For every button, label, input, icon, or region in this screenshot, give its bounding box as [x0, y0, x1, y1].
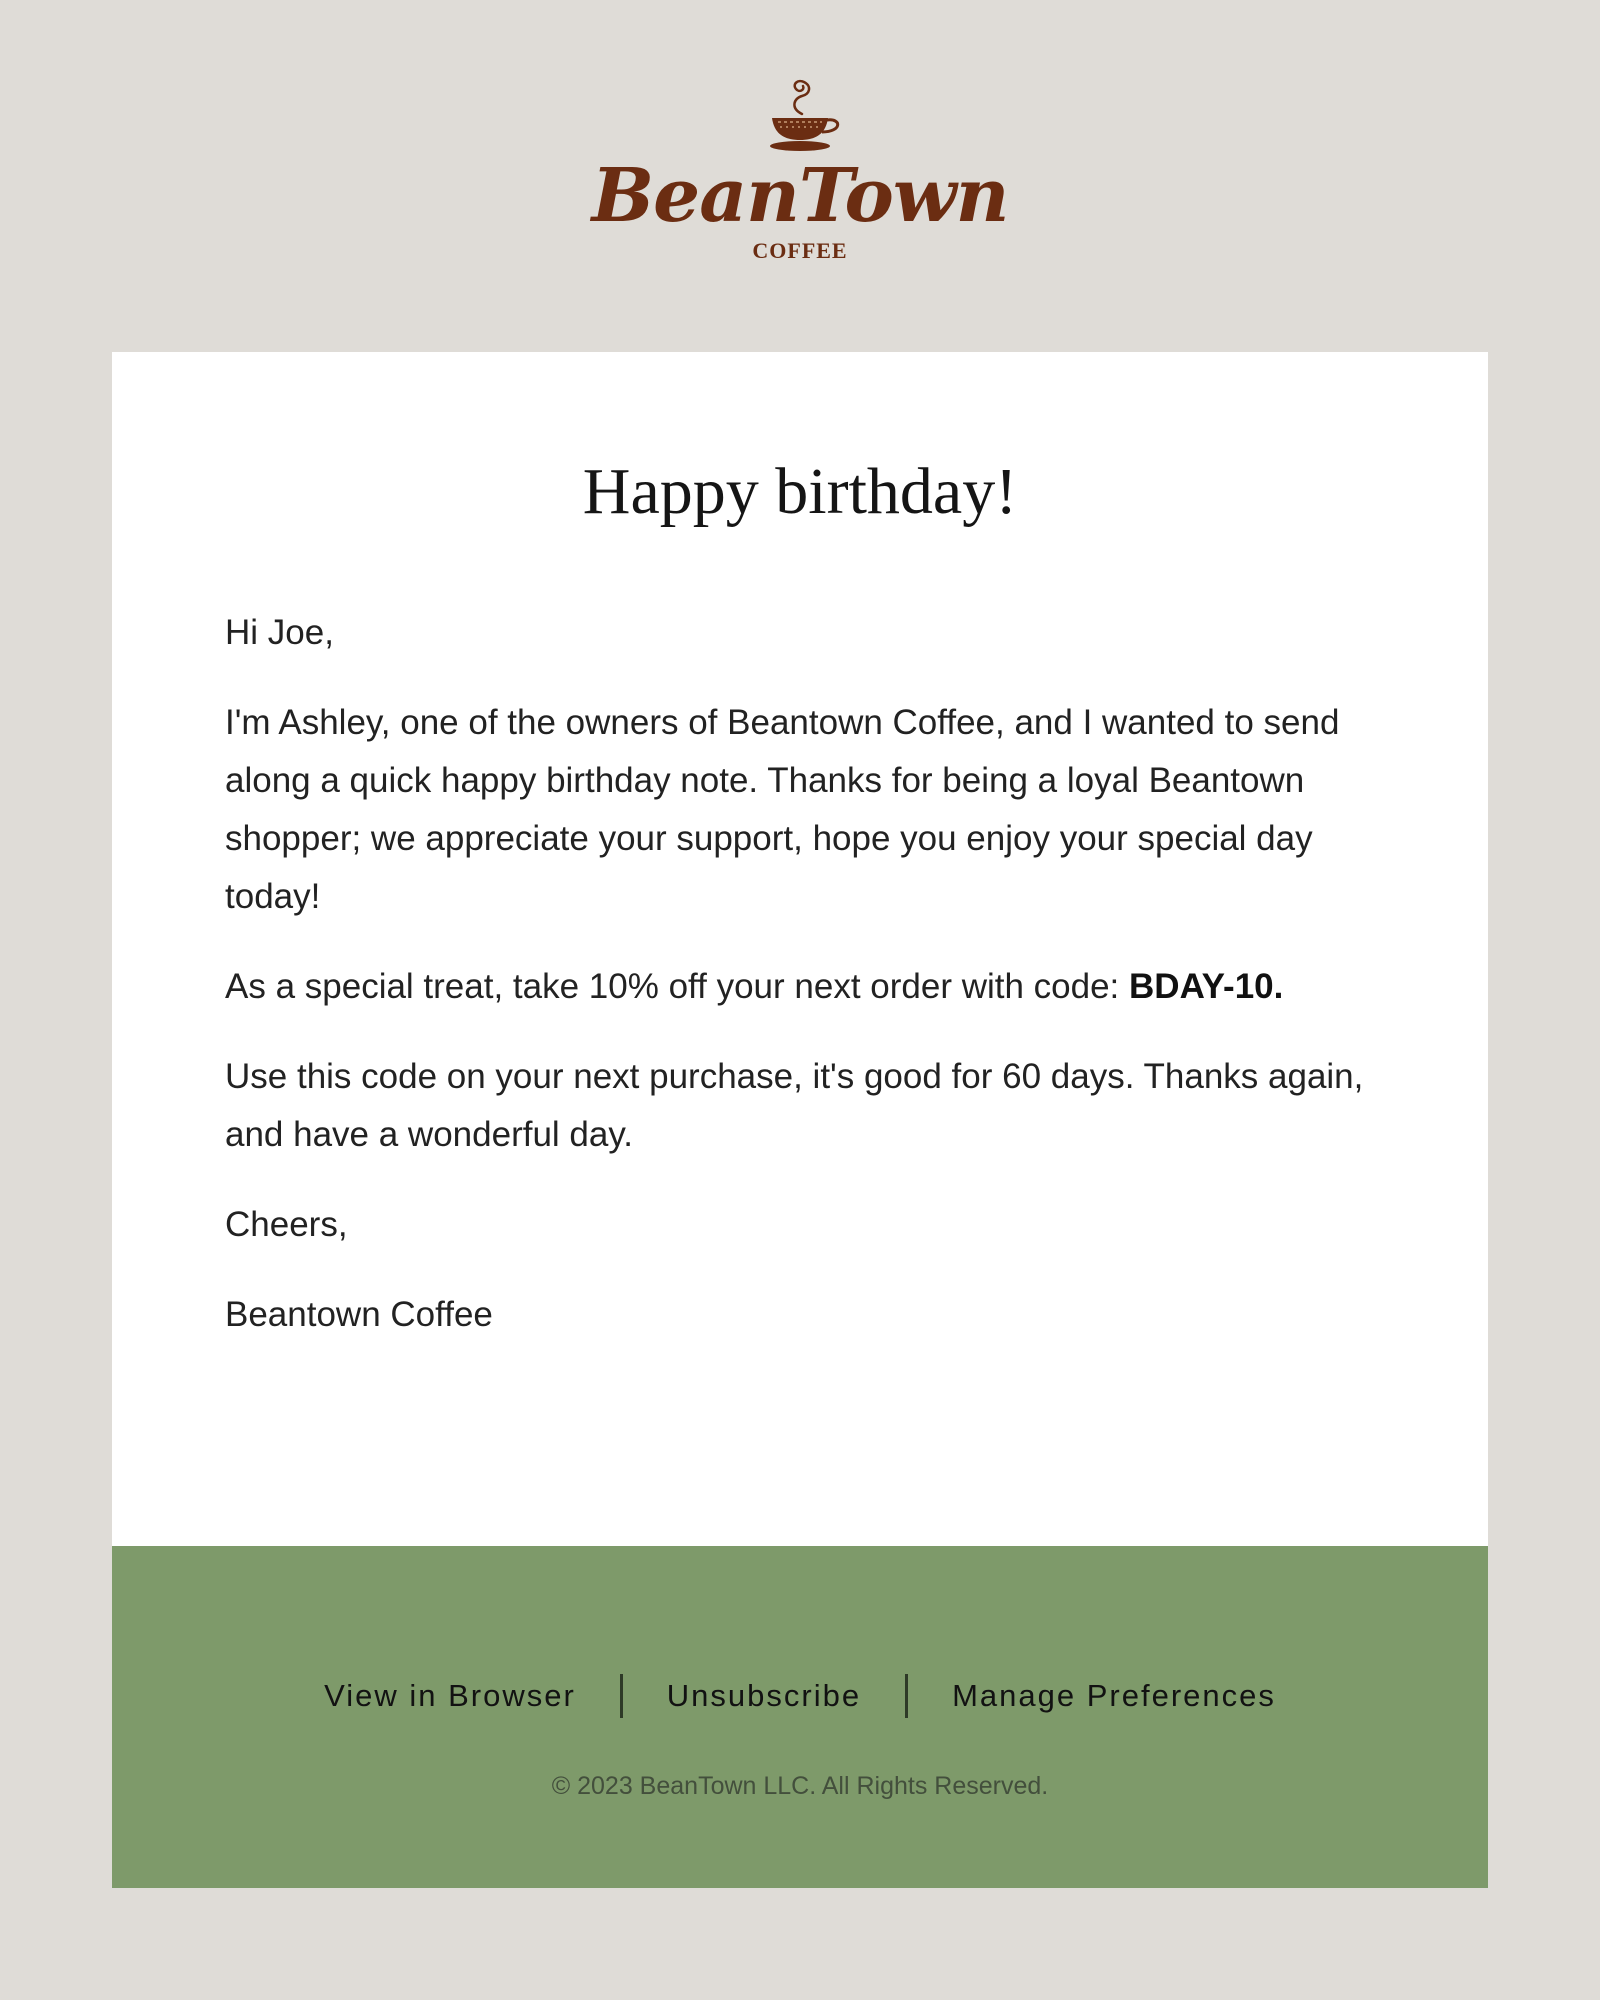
- email-body: [225, 604, 1385, 1376]
- copyright-text: © 2023 BeanTown LLC. All Rights Reserved.: [551, 1772, 1049, 1800]
- coffee-cup-icon: [750, 70, 850, 160]
- email-footer: [112, 1546, 1488, 1888]
- manage-preferences-link[interactable]: Manage Preferences: [952, 1678, 1276, 1713]
- email-card: [112, 352, 1488, 1546]
- brand-subtitle: COFFEE: [752, 238, 848, 263]
- view-in-browser-link[interactable]: View in Browser: [324, 1678, 576, 1713]
- brand-logo: [0, 70, 1600, 290]
- signoff: Cheers,: [225, 1205, 348, 1244]
- offer-paragraph: [225, 958, 1385, 1016]
- greeting: Hi Joe,: [225, 613, 334, 652]
- brand-wordmark: BeanTown: [591, 153, 1009, 239]
- unsubscribe-link[interactable]: Unsubscribe: [666, 1678, 862, 1713]
- footer-links: [112, 1674, 1488, 1718]
- intro-paragraph: I'm Ashley, one of the owners of Beantown Coffee, and I wanted to send along a quick happy birthday note. Thanks for being a loyal Beantown shopper; we appreciate your support, hope you enjoy your special day today!: [225, 703, 1340, 916]
- promo-code: BDAY-10.: [1129, 967, 1284, 1006]
- email-headline: Happy birthday!: [582, 455, 1018, 528]
- signature: Beantown Coffee: [225, 1295, 493, 1334]
- offer-text: As a special treat, take 10% off your next order with code:: [225, 967, 1130, 1006]
- code-details-paragraph: Use this code on your next purchase, it's good for 60 days. Thanks again, and have a wonderful day.: [225, 1057, 1364, 1154]
